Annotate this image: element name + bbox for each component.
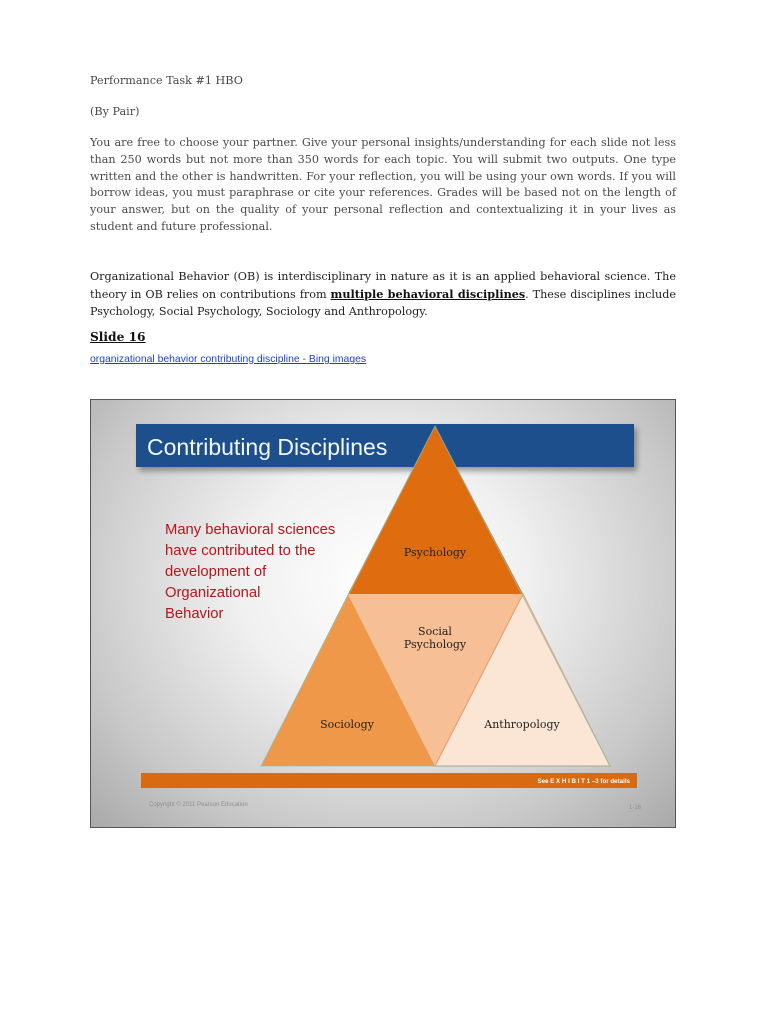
slide-image <box>90 399 676 828</box>
anthropology-label: Anthropology <box>484 718 560 731</box>
text-line: Behavior <box>165 606 224 622</box>
instructions-paragraph: You are free to choose your partner. Give your personal insights/understanding for each slide not less than 250 words but not more than 350 words for each topic. You will submit two outputs. One type written and the other is handwritten. For your reflection, you will be using your own words. If you will borrow ideas, you must paraphrase or cite your references. Grades will be based not on the length of your answer, but on the quality of your personal reflection and contextualizing it in your lives as student and future professional. <box>90 136 676 233</box>
slide-graphic <box>91 400 676 828</box>
slide-page-number: 1-16 <box>628 805 641 811</box>
slide-description <box>165 522 335 622</box>
ob-intro-text: Organizational Behavior (OB) is interdisciplinary in nature as it is an applied behavioral science. The theory in OB relies on contributions from <box>90 270 676 301</box>
psychology-label: Psychology <box>403 546 467 559</box>
exhibit-note: See E X H I B I T 1 –3 for details <box>537 778 630 785</box>
disciplines-pyramid <box>261 426 610 766</box>
sociology-label: Sociology <box>320 718 374 731</box>
text-line: Organizational <box>165 585 261 601</box>
slide-title: Contributing Disciplines <box>147 434 388 460</box>
ob-intro-emphasis: multiple behavioral disciplines <box>330 286 526 301</box>
slide-label: Slide 16 <box>90 330 146 344</box>
slide-copyright: Copyright © 2011 Pearson Education <box>149 802 248 808</box>
ob-intro-text-end: . These disciplines include Psychology, Social Psychology, Sociology and Anthropology. <box>90 287 676 318</box>
task-title: Performance Task #1 HBO <box>90 74 243 87</box>
bing-images-link[interactable]: organizational behavior contributing discipline - Bing images <box>90 354 367 365</box>
text-line: Many behavioral sciences <box>165 522 336 538</box>
text-line: Psychology <box>403 638 467 651</box>
task-subtitle: (By Pair) <box>90 105 140 118</box>
text-line: have contributed to the <box>165 543 316 559</box>
text-line: development of <box>165 564 267 580</box>
ob-intro-paragraph <box>90 269 676 320</box>
text-line: Social <box>418 625 452 638</box>
